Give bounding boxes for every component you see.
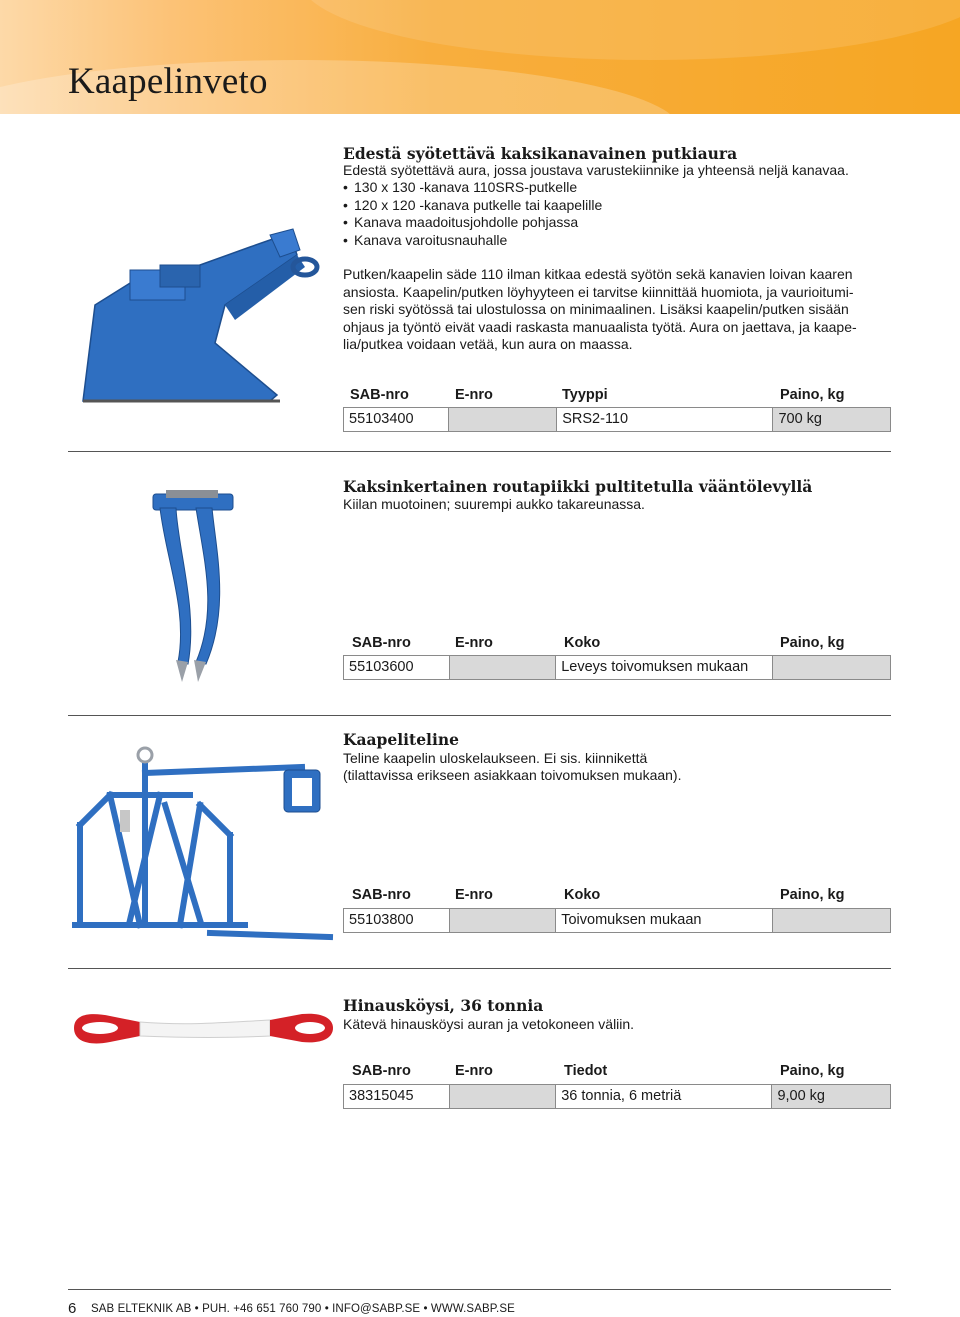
product-title: Hinausköysi, 36 tonnia: [343, 996, 544, 1015]
table-cell: 700 kg: [773, 408, 890, 431]
column-header: Paino, kg: [780, 887, 845, 903]
list-item: • 120 x 120 -kanava putkelle tai kaapelille: [343, 197, 893, 214]
section-divider: [68, 968, 891, 969]
column-header: Paino, kg: [780, 387, 845, 403]
column-header: SAB-nro: [352, 1063, 411, 1079]
table-row: [343, 407, 891, 432]
table-row: [343, 908, 891, 933]
table-cell: [449, 408, 558, 431]
table-cell: 38315045: [344, 1085, 450, 1108]
column-header: SAB-nro: [352, 887, 411, 903]
column-header: SAB-nro: [352, 635, 411, 651]
column-header: Paino, kg: [780, 1063, 845, 1079]
table-cell: 55103400: [344, 408, 449, 431]
product-description: [343, 1016, 893, 1033]
table-cell: Leveys toivomuksen mukaan: [556, 656, 773, 679]
description-line: lia/putkea voidaan vetää, kun aura on maassa.: [343, 336, 633, 353]
routapiikki-image: [148, 490, 243, 685]
product-title: Kaksinkertainen routapiikki pultitetulla vääntölevyllä: [343, 477, 813, 496]
table-cell: 55103600: [344, 656, 450, 679]
column-header: Koko: [564, 887, 601, 903]
table-cell: [773, 656, 890, 679]
kaapeliteline-image: [70, 745, 338, 945]
description-line: Teline kaapelin uloskelaukseen. Ei sis. kiinnikettä: [343, 750, 648, 766]
list-item: • Kanava varoitusnauhalle: [343, 232, 893, 249]
description-line: Edestä syötettävä aura, jossa joustava varustekiinnike ja yhteensä neljä kanavaa.: [343, 162, 849, 178]
column-header: SAB-nro: [350, 387, 409, 403]
table-cell: [450, 656, 557, 679]
table-cell: [450, 1085, 557, 1108]
header-swoosh-2: [300, 0, 960, 60]
section-divider: [68, 715, 891, 716]
footer-divider: [68, 1289, 891, 1290]
column-header: Paino, kg: [780, 635, 845, 651]
description-line: sen riski syötössä tai ulostulossa on minimaalinen. Lisäksi kaapelin/putken sisään: [343, 301, 849, 318]
footer-contact: SAB ELTEKNIK AB • PUH. +46 651 760 790 • INFO@SABP.SE • WWW.SABP.SE: [91, 1303, 515, 1315]
column-header: E-nro: [455, 1063, 493, 1079]
product-description: [343, 162, 893, 353]
column-header: Tyyppi: [562, 387, 608, 403]
column-header: Tiedot: [564, 1063, 608, 1079]
page-title: Kaapelinveto: [68, 61, 268, 102]
table-cell: 9,00 kg: [772, 1085, 890, 1108]
table-row: [343, 655, 891, 680]
hinauskoysi-image: [70, 1008, 335, 1050]
description-line: ohjaus ja työntö eivät vaadi raskasta manuaalista työtä. Aura on jaettava, ja kaape-: [343, 318, 857, 335]
list-item: • 130 x 130 -kanava 110SRS-putkelle: [343, 179, 893, 196]
column-header: E-nro: [455, 635, 493, 651]
table-cell: [450, 909, 557, 932]
description-line: (tilattavissa erikseen asiakkaan toivomuksen mukaan).: [343, 767, 682, 784]
feature-list: [343, 179, 893, 249]
product-title: Edestä syötettävä kaksikanavainen putkiaura: [343, 144, 738, 163]
table-cell: [773, 909, 890, 932]
column-header: E-nro: [455, 387, 493, 403]
product-description: [343, 496, 893, 513]
table-cell: 36 tonnia, 6 metriä: [556, 1085, 772, 1108]
table-row: [343, 1084, 891, 1109]
description-line: Kiilan muotoinen; suurempi aukko takareunassa.: [343, 496, 645, 512]
table-cell: 55103800: [344, 909, 450, 932]
page-number: 6: [68, 1300, 77, 1317]
description-line: Putken/kaapelin säde 110 ilman kitkaa edestä syötön sekä kanavien loivan kaaren: [343, 266, 853, 283]
description-line: ansiosta. Kaapelin/putken löyhyyteen ei tarvitse kiinnittää huomiota, ja vaurioitumi-: [343, 283, 854, 300]
product-title: Kaapeliteline: [343, 730, 459, 749]
column-header: Koko: [564, 635, 601, 651]
list-item: • Kanava maadoitusjohdolle pohjassa: [343, 214, 893, 231]
description-line: Kätevä hinausköysi auran ja vetokoneen väliin.: [343, 1016, 635, 1032]
table-cell: Toivomuksen mukaan: [556, 909, 773, 932]
putkiaura-image: [75, 225, 340, 410]
section-divider: [68, 451, 891, 452]
product-description: [343, 750, 893, 785]
column-header: E-nro: [455, 887, 493, 903]
table-cell: SRS2-110: [557, 408, 773, 431]
